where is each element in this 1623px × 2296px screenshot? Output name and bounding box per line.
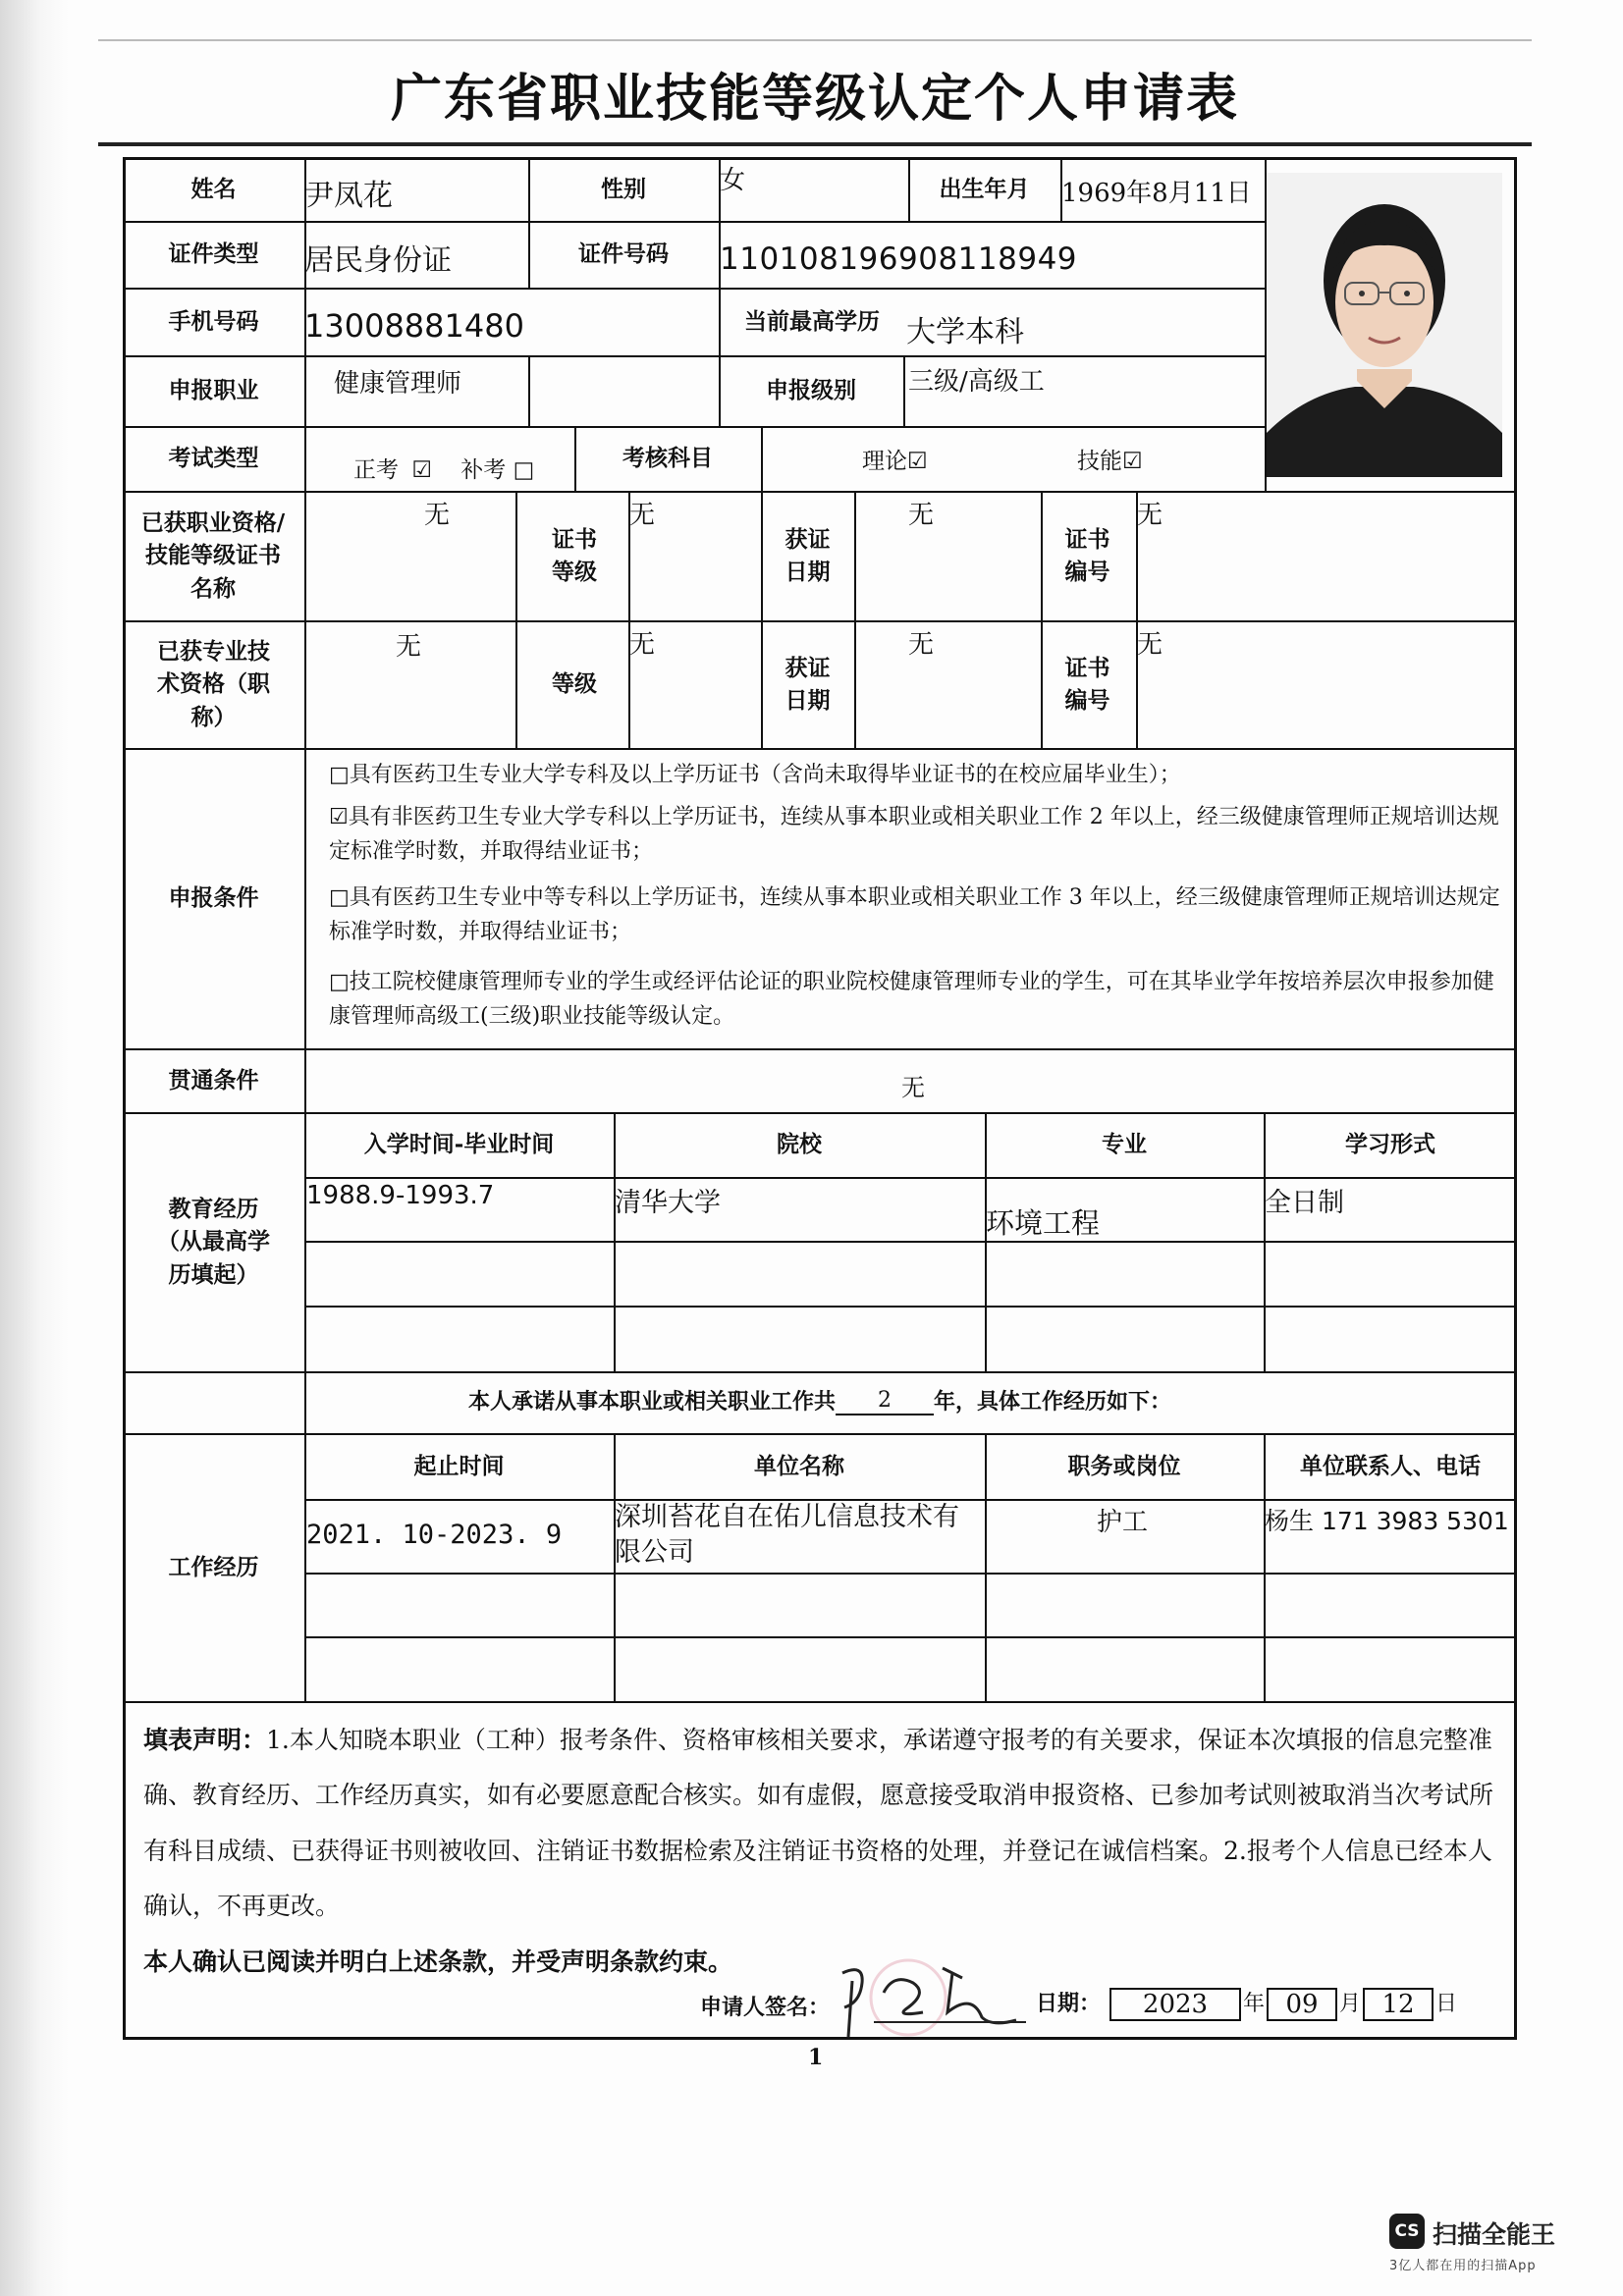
cert-row2-grade-label: 等级: [552, 670, 597, 698]
bukao-label: 补考: [460, 457, 507, 483]
occupation-label: 申报职业: [168, 377, 259, 404]
edu-mode: 全日制: [1265, 1188, 1344, 1218]
pledge-suffix: 年，具体工作经历如下：: [934, 1388, 1172, 1415]
condition-item: [329, 881, 1507, 949]
cert-row1-date-label: 获证日期: [784, 525, 831, 585]
grid-line: [304, 1177, 1517, 1179]
cert-row2-label: 已获专业技术资格（职称）: [157, 637, 270, 730]
grid-line: [123, 1048, 1517, 1050]
zhengkao-checkbox[interactable]: ☑: [411, 457, 432, 483]
condition-text: 具有医药卫生专业中等专科以上学历证书，连续从事本职业或相关职业工作 3 年以上，经三级健康管理师正规培训达规定标准学时数，并取得结业证书；: [329, 885, 1500, 945]
gender-value: 女: [720, 166, 746, 195]
id-no-value: 110108196908118949: [720, 241, 1078, 277]
work-header-position: 职务或岗位: [1067, 1452, 1181, 1479]
edu-header-period: 入学时间-毕业时间: [363, 1131, 555, 1158]
date-month[interactable]: 09: [1267, 1988, 1337, 2021]
level-label: 申报级别: [766, 377, 856, 404]
edu-period: 1988.9-1993.7: [306, 1181, 495, 1210]
day-unit: 日: [1435, 1992, 1458, 2016]
edu-major: 环境工程: [986, 1206, 1101, 1240]
declaration-confirm: 本人确认已阅读并明白上述条款，并受声明条款约束。: [143, 1948, 733, 1976]
name-value: 尹凤花: [304, 179, 393, 213]
condition-checkbox[interactable]: ☑: [329, 805, 349, 829]
declaration-text: [143, 1713, 1498, 1934]
grid-line: [903, 355, 905, 426]
education-label: 教育经历（从最高学历填起）: [157, 1195, 270, 1288]
work-header-contact: 单位联系人、电话: [1300, 1452, 1481, 1479]
grid-line: [304, 1573, 1517, 1575]
skill-option: [1077, 443, 1143, 475]
condition-item: [329, 800, 1507, 869]
grid-line: [1041, 491, 1043, 748]
work-position: 护工: [1097, 1508, 1149, 1537]
cert-row1-name: 无: [424, 501, 451, 530]
birth-value: 1969年8月11日: [1061, 179, 1252, 208]
cert-row1-date: 无: [908, 501, 935, 530]
work-header-company: 单位名称: [754, 1452, 844, 1479]
edu-header-school: 院校: [777, 1131, 822, 1158]
condition-checkbox[interactable]: □: [329, 763, 350, 787]
cert-row1-label: 已获职业资格/技能等级证书名称: [140, 508, 286, 602]
form-title: 广东省职业技能等级认定个人申请表: [98, 44, 1532, 146]
level-value: 三级/高级工: [908, 367, 1045, 397]
cert-row2-date: 无: [908, 630, 935, 660]
grid-line: [304, 1241, 1517, 1243]
through-value: 无: [901, 1074, 925, 1101]
condition-checkbox[interactable]: □: [329, 885, 350, 910]
cert-row1-grade-label: 证书等级: [552, 525, 597, 585]
condition-checkbox[interactable]: □: [329, 970, 350, 994]
date-row: [1036, 1987, 1457, 2021]
grid-line: [761, 426, 763, 491]
watermark-name: 扫描全能王: [1433, 2220, 1556, 2249]
signature: [835, 1953, 1031, 2042]
page-number: 1: [808, 2045, 824, 2070]
cert-row2-date-label: 获证日期: [784, 654, 831, 714]
grid-line: [761, 491, 763, 748]
through-label: 贯通条件: [168, 1066, 259, 1094]
cert-row1-grade: 无: [629, 501, 656, 530]
condition-text: 具有医药卫生专业大学专科及以上学历证书（含尚未取得毕业证书的在校应届毕业生）；: [349, 763, 1181, 787]
title-top-rule: [98, 39, 1532, 41]
pledge-years: 2: [836, 1389, 934, 1415]
signature-label: 申请人签名：: [700, 1995, 831, 2020]
zhengkao-label: 正考: [353, 457, 399, 483]
work-company: 深圳苔花自在佑儿信息技术有限公司: [615, 1502, 959, 1568]
cert-row2-grade: 无: [629, 630, 656, 660]
applicant-photo: [1267, 173, 1502, 477]
edu-label: 当前最高学历: [744, 307, 880, 335]
declaration-head: 填表声明：: [143, 1726, 267, 1754]
cert-row2-no-label: 证书编号: [1064, 654, 1110, 714]
phone-value: 13008881480: [304, 307, 524, 345]
work-contact: 杨生 171 3983 5301: [1265, 1507, 1509, 1535]
exam-type-options: [353, 452, 534, 484]
grid-line: [854, 491, 856, 748]
cert-row1-no: 无: [1137, 501, 1163, 530]
month-unit: 月: [1339, 1992, 1362, 2016]
year-unit: 年: [1243, 1992, 1266, 2016]
birth-label: 出生年月: [939, 175, 1030, 202]
exam-type-label: 考试类型: [168, 445, 259, 472]
theory-option: [862, 443, 928, 475]
occupation-value: 健康管理师: [334, 369, 462, 399]
grid-line: [515, 491, 517, 748]
id-no-label: 证件号码: [578, 240, 669, 268]
conditions-label: 申报条件: [168, 884, 259, 912]
edu-header-mode: 学习形式: [1345, 1131, 1435, 1158]
edu-school: 清华大学: [615, 1188, 721, 1218]
condition-text: 具有非医药卫生专业大学专科以上学历证书，连续从事本职业或相关职业工作 2 年以上，经三级健康管理师正规培训达规定标准学时数，并取得结业证书；: [329, 805, 1499, 865]
condition-item: [329, 758, 1507, 792]
scan-edge-shadow: [0, 0, 69, 2296]
grid-line: [304, 1306, 1517, 1308]
condition-item: [329, 965, 1507, 1034]
work-header-period: 起止时间: [413, 1452, 505, 1479]
date-label: 日期：: [1036, 1991, 1102, 2016]
grid-line: [528, 355, 530, 426]
work-label: 工作经历: [168, 1553, 259, 1580]
theory-checkbox[interactable]: ☑: [907, 449, 928, 474]
cert-row1-no-label: 证书编号: [1064, 525, 1110, 585]
skill-checkbox[interactable]: ☑: [1122, 449, 1143, 474]
watermark-sub: 3亿人都在用的扫描App: [1389, 2259, 1537, 2273]
date-day[interactable]: 12: [1363, 1988, 1434, 2021]
name-label: 姓名: [190, 175, 237, 202]
edu-value: 大学本科: [906, 315, 1024, 349]
id-type-label: 证件类型: [168, 240, 259, 268]
declaration-body: 1.本人知晓本职业（工种）报考条件、资格审核相关要求，承诺遵守报考的有关要求，保证本次填报的信息完整准确、教育经历、工作经历真实，如有必要愿意配合核实。如有虚假，愿意接受取消申报资格、已参加考试则被取消当次考试所有科目成绩、已获得证书则被收回、注销证书数据检索及注销证书资格的处理，并登记在诚信档案。2.报考个人信息已经本人确认，不再更改。: [143, 1726, 1494, 1920]
grid-line: [123, 1701, 1517, 1703]
bukao-checkbox[interactable]: □: [513, 457, 535, 483]
theory-label: 理论: [862, 449, 907, 474]
edu-header-major: 专业: [1102, 1131, 1147, 1158]
grid-line: [123, 748, 1517, 750]
condition-text: 技工院校健康管理师专业的学生或经评估论证的职业院校健康管理师专业的学生，可在其毕业学年按培养层次申报参加健康管理师高级工(三级)职业技能等级认定。: [329, 970, 1494, 1030]
work-pledge: [123, 1371, 1517, 1433]
phone-label: 手机号码: [168, 307, 259, 335]
cert-row2-no: 无: [1137, 630, 1163, 660]
pledge-prefix: 本人承诺从事本职业或相关职业工作共: [467, 1388, 836, 1415]
camscanner-logo-icon: CS: [1389, 2214, 1425, 2249]
id-type-value: 居民身份证: [304, 243, 452, 278]
work-period: 2021. 10-2023. 9: [306, 1520, 563, 1550]
grid-line: [304, 1636, 1517, 1638]
gender-label: 性别: [601, 175, 646, 202]
date-year[interactable]: 2023: [1109, 1988, 1241, 2021]
skill-label: 技能: [1077, 449, 1122, 474]
cert-row2-name: 无: [396, 632, 422, 662]
exam-subject-label: 考核科目: [622, 445, 713, 472]
